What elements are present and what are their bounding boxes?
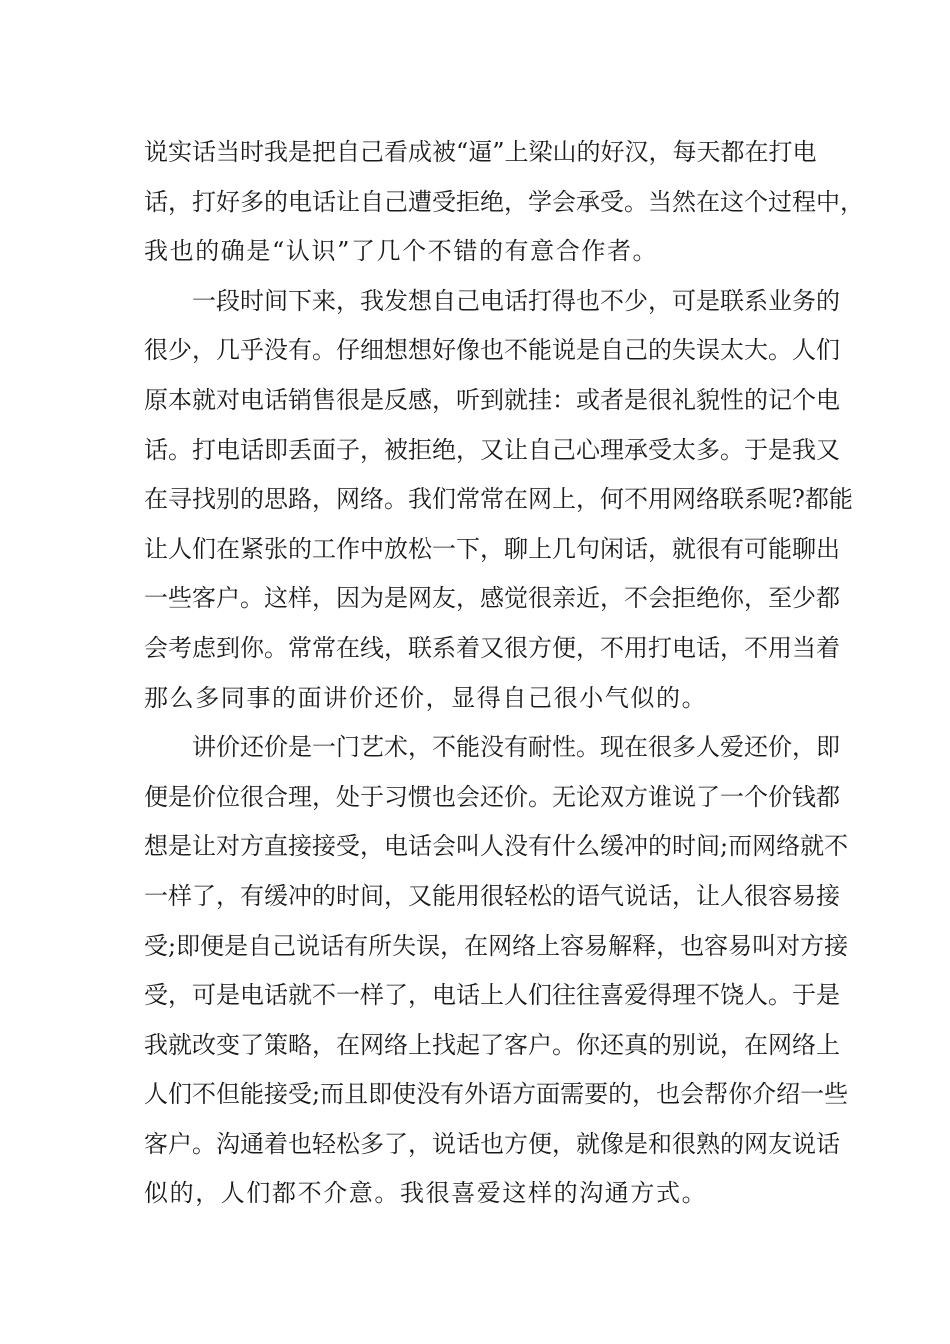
text-line: 话。打电话即丢面子，被拒绝，又让自己心理承受太多。于是我又 xyxy=(144,435,840,464)
text-line: 似的，人们都不介意。我很喜爱这样的沟通方式。 xyxy=(144,1179,708,1208)
text-line: 讲价还价是一门艺术，不能没有耐性。现在很多人爱还价，即 xyxy=(192,733,840,762)
text-line: 很少，几乎没有。仔细想想好像也不能说是自己的失误太大。人们 xyxy=(144,336,840,365)
text-line: 想是让对方直接接受，电话会叫人没有什么缓冲的时间;而网络就不 xyxy=(144,832,849,861)
text-line: 在寻找别的思路，网络。我们常常在网上，何不用网络联系呢?都能 xyxy=(144,485,853,514)
text-line: 受;即便是自己说话有所失误，在网络上容易解释，也容易叫对方接 xyxy=(144,931,849,960)
paragraph-1 xyxy=(144,128,864,277)
text-line: 会考虑到你。常常在线，联系着又很方便，不用打电话，不用当着 xyxy=(144,633,840,662)
text-line: 那么多同事的面讲价还价，显得自己很小气似的。 xyxy=(144,683,708,712)
text-line: 话，打好多的电话让自己遭受拒绝，学会承受。当然在这个过程中， xyxy=(144,187,864,216)
text-line: 说实话当时我是把自己看成被“逼”上梁山的好汉，每天都在打电 xyxy=(144,138,817,166)
text-line: 让人们在紧张的工作中放松一下，聊上几句闲话，就很有可能聊出 xyxy=(144,534,840,563)
text-line: 一段时间下来，我发想自己电话打得也不少，可是联系业务的 xyxy=(192,286,840,315)
paragraph-3 xyxy=(144,723,849,1219)
text-line: 我也的确是“认识”了几个不错的有意合作者。 xyxy=(144,237,659,266)
body-text xyxy=(144,128,864,1219)
text-line: 原本就对电话销售很是反感，听到就挂：或者是很礼貌性的记个电 xyxy=(144,385,840,414)
paragraph-2 xyxy=(144,277,853,723)
text-line: 我就改变了策略，在网络上找起了客户。你还真的别说，在网络上 xyxy=(144,1030,840,1059)
text-line: 客户。沟通着也轻松多了，说话也方便，就像是和很熟的网友说话 xyxy=(144,1129,840,1158)
text-line: 受，可是电话就不一样了，电话上人们往往喜爱得理不饶人。于是 xyxy=(144,981,840,1010)
text-line: 一样了，有缓冲的时间，又能用很轻松的语气说话，让人很容易接 xyxy=(144,881,840,910)
text-line: 一些客户。这样，因为是网友，感觉很亲近，不会拒绝你，至少都 xyxy=(144,584,840,613)
text-line: 便是价位很合理，处于习惯也会还价。无论双方谁说了一个价钱都 xyxy=(144,782,840,811)
text-line: 人们不但能接受;而且即使没有外语方面需要的，也会帮你介绍一些 xyxy=(144,1080,849,1109)
